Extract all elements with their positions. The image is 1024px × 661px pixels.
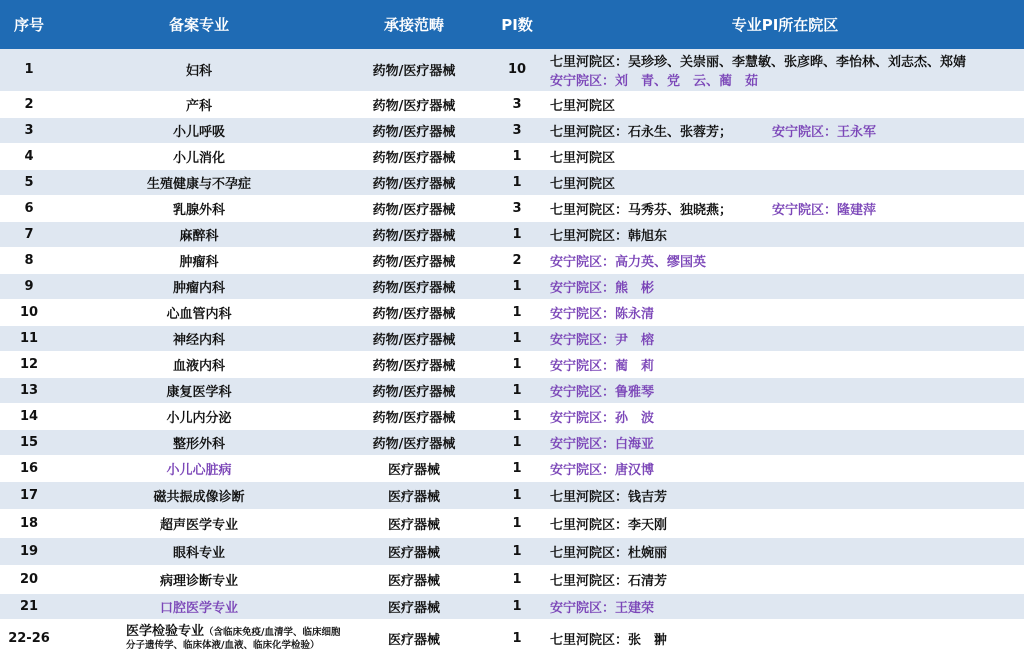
pi-count: 1 [488, 481, 546, 509]
location-cell [546, 429, 1024, 455]
scope: 药物/医疗器械 [340, 273, 488, 299]
scope: 药物/医疗器械 [340, 351, 488, 377]
table-row [0, 195, 1024, 221]
table-row [0, 377, 1024, 403]
location-cell [546, 403, 1024, 429]
table-row [0, 143, 1024, 169]
row-no: 17 [0, 481, 58, 509]
scope: 药物/医疗器械 [340, 377, 488, 403]
dept-name: 肿瘤内科 [58, 273, 340, 299]
location-text: 七里河院区：李天刚 [550, 517, 668, 533]
pi-count: 1 [488, 325, 546, 351]
dept-name: 小儿呼吸 [58, 117, 340, 143]
dept-name: 肿瘤科 [58, 247, 340, 273]
pi-count: 3 [488, 91, 546, 117]
location-cell [546, 509, 1024, 537]
location-text: 七里河院区 [550, 150, 616, 166]
scope: 药物/医疗器械 [340, 91, 488, 117]
scope: 药物/医疗器械 [340, 325, 488, 351]
pi-count: 1 [488, 565, 546, 593]
location-text-secondary: 安宁院区：刘 青、党 云、蔺 茹 [550, 73, 759, 89]
dept-name: 康复医学科 [58, 377, 340, 403]
table-row [0, 403, 1024, 429]
location-text: 七里河院区：韩旭东 [550, 228, 668, 244]
pi-count: 3 [488, 195, 546, 221]
dept-name: 小儿内分泌 [58, 403, 340, 429]
dept-name: 磁共振成像诊断 [58, 481, 340, 509]
row-no: 4 [0, 143, 58, 169]
pi-count: 1 [488, 619, 546, 657]
header-scope: 承接范畴 [340, 0, 488, 49]
scope: 医疗器械 [340, 537, 488, 565]
location-cell [546, 299, 1024, 325]
row-no: 11 [0, 325, 58, 351]
table-row [0, 299, 1024, 325]
dept-note-2: 分子遗传学、临床体液/血液、临床化学检验） [126, 639, 320, 651]
dept-name: 医学检验专业 [126, 623, 205, 639]
location-text-secondary: 安宁院区：隆建萍 [772, 202, 877, 218]
row-no: 8 [0, 247, 58, 273]
pi-count: 1 [488, 169, 546, 195]
table-row [0, 169, 1024, 195]
location-text: 安宁院区：尹 榕 [550, 332, 655, 348]
row-no: 1 [0, 49, 58, 91]
table-row [0, 509, 1024, 537]
pi-count: 1 [488, 351, 546, 377]
location-text: 安宁院区：蔺 莉 [550, 358, 655, 374]
header-row [0, 0, 1024, 49]
location-text: 安宁院区：高力英、缪国英 [550, 254, 707, 270]
pi-count: 1 [488, 509, 546, 537]
location-cell [546, 593, 1024, 619]
row-no: 14 [0, 403, 58, 429]
location-cell [546, 49, 1024, 91]
location-text: 七里河院区：马秀芬、独晓燕； [550, 202, 733, 218]
location-text: 七里河院区 [550, 176, 616, 192]
row-no: 12 [0, 351, 58, 377]
dept-name: 麻醉科 [58, 221, 340, 247]
dept-cell [58, 619, 340, 657]
table-row [0, 247, 1024, 273]
table-row [0, 565, 1024, 593]
scope: 医疗器械 [340, 565, 488, 593]
location-text: 七里河院区：钱吉芳 [550, 489, 668, 505]
row-no: 20 [0, 565, 58, 593]
pi-count: 3 [488, 117, 546, 143]
table-row [0, 325, 1024, 351]
dept-name: 超声医学专业 [58, 509, 340, 537]
scope: 医疗器械 [340, 509, 488, 537]
pi-count: 1 [488, 273, 546, 299]
row-no: 9 [0, 273, 58, 299]
pi-count: 1 [488, 221, 546, 247]
location-cell [546, 351, 1024, 377]
location-cell [546, 481, 1024, 509]
table-row [0, 49, 1024, 91]
location-text: 安宁院区：王建荣 [550, 600, 655, 616]
row-no: 2 [0, 91, 58, 117]
pi-count: 1 [488, 429, 546, 455]
scope: 药物/医疗器械 [340, 403, 488, 429]
dept-name: 小儿消化 [58, 143, 340, 169]
table-row [0, 429, 1024, 455]
dept-name: 眼科专业 [58, 537, 340, 565]
table-body [0, 49, 1024, 657]
location-cell [546, 273, 1024, 299]
location-text: 七里河院区 [550, 98, 616, 114]
row-no: 21 [0, 593, 58, 619]
location-cell [546, 565, 1024, 593]
dept-name: 整形外科 [58, 429, 340, 455]
location-text: 安宁院区：唐汉博 [550, 462, 655, 478]
dept-name: 产科 [58, 91, 340, 117]
dept-name: 心血管内科 [58, 299, 340, 325]
table-row [0, 619, 1024, 657]
pi-count: 1 [488, 299, 546, 325]
scope: 药物/医疗器械 [340, 299, 488, 325]
table-row [0, 537, 1024, 565]
row-no: 5 [0, 169, 58, 195]
pi-count: 1 [488, 377, 546, 403]
row-no: 18 [0, 509, 58, 537]
location-cell [546, 537, 1024, 565]
row-no: 16 [0, 455, 58, 481]
location-text: 七里河院区：石永生、张蓉芳； [550, 124, 733, 140]
dept-name: 病理诊断专业 [58, 565, 340, 593]
dept-name: 神经内科 [58, 325, 340, 351]
location-text: 安宁院区：陈永清 [550, 306, 655, 322]
pi-count: 1 [488, 537, 546, 565]
row-no: 7 [0, 221, 58, 247]
location-text: 安宁院区：白海亚 [550, 436, 655, 452]
header-dept: 备案专业 [58, 0, 340, 49]
row-no: 19 [0, 537, 58, 565]
table-row [0, 593, 1024, 619]
dept-name: 小儿心脏病 [58, 455, 340, 481]
location-text: 安宁院区：熊 彬 [550, 280, 655, 296]
scope: 药物/医疗器械 [340, 143, 488, 169]
dept-note: （含临床免疫/血清学、临床细胞 [204, 626, 340, 638]
dept-name: 血液内科 [58, 351, 340, 377]
location-cell [546, 169, 1024, 195]
location-cell [546, 377, 1024, 403]
table-row [0, 221, 1024, 247]
location-cell [546, 91, 1024, 117]
pi-count: 10 [488, 49, 546, 91]
dept-name: 妇科 [58, 49, 340, 91]
scope: 药物/医疗器械 [340, 429, 488, 455]
dept-name: 生殖健康与不孕症 [58, 169, 340, 195]
row-no: 13 [0, 377, 58, 403]
table-row [0, 273, 1024, 299]
table-row [0, 117, 1024, 143]
location-text: 七里河院区：张 翀 [550, 632, 668, 648]
table-row [0, 481, 1024, 509]
location-text: 七里河院区：吴珍珍、关崇丽、李慧敏、张彦晔、李怡林、刘志杰、郑婧 [550, 54, 967, 70]
location-cell [546, 325, 1024, 351]
scope: 药物/医疗器械 [340, 117, 488, 143]
location-cell [546, 221, 1024, 247]
location-cell [546, 247, 1024, 273]
header-location: 专业PI所在院区 [546, 0, 1024, 49]
pi-count: 1 [488, 403, 546, 429]
scope: 药物/医疗器械 [340, 49, 488, 91]
table-row [0, 351, 1024, 377]
scope: 医疗器械 [340, 619, 488, 657]
dept-name: 乳腺外科 [58, 195, 340, 221]
location-cell [546, 455, 1024, 481]
header-pi-count: PI数 [488, 0, 546, 49]
scope: 药物/医疗器械 [340, 221, 488, 247]
table-row [0, 91, 1024, 117]
location-cell [546, 117, 1024, 143]
scope: 医疗器械 [340, 481, 488, 509]
location-cell [546, 143, 1024, 169]
row-no: 6 [0, 195, 58, 221]
pi-count: 1 [488, 593, 546, 619]
scope: 药物/医疗器械 [340, 195, 488, 221]
scope: 医疗器械 [340, 593, 488, 619]
scope: 医疗器械 [340, 455, 488, 481]
table-row [0, 455, 1024, 481]
row-no: 3 [0, 117, 58, 143]
location-text: 安宁院区：鲁雅琴 [550, 384, 655, 400]
location-cell [546, 195, 1024, 221]
row-no: 15 [0, 429, 58, 455]
pi-count: 2 [488, 247, 546, 273]
pi-count: 1 [488, 455, 546, 481]
location-text: 七里河院区：杜婉丽 [550, 545, 668, 561]
row-no: 22-26 [0, 619, 58, 657]
row-no: 10 [0, 299, 58, 325]
pi-count: 1 [488, 143, 546, 169]
scope: 药物/医疗器械 [340, 169, 488, 195]
location-cell [546, 619, 1024, 657]
header-no: 序号 [0, 0, 58, 49]
scope: 药物/医疗器械 [340, 247, 488, 273]
location-text-secondary: 安宁院区：王永军 [772, 124, 877, 140]
location-text: 安宁院区：孙 波 [550, 410, 655, 426]
dept-name: 口腔医学专业 [58, 593, 340, 619]
location-text: 七里河院区：石清芳 [550, 573, 668, 589]
